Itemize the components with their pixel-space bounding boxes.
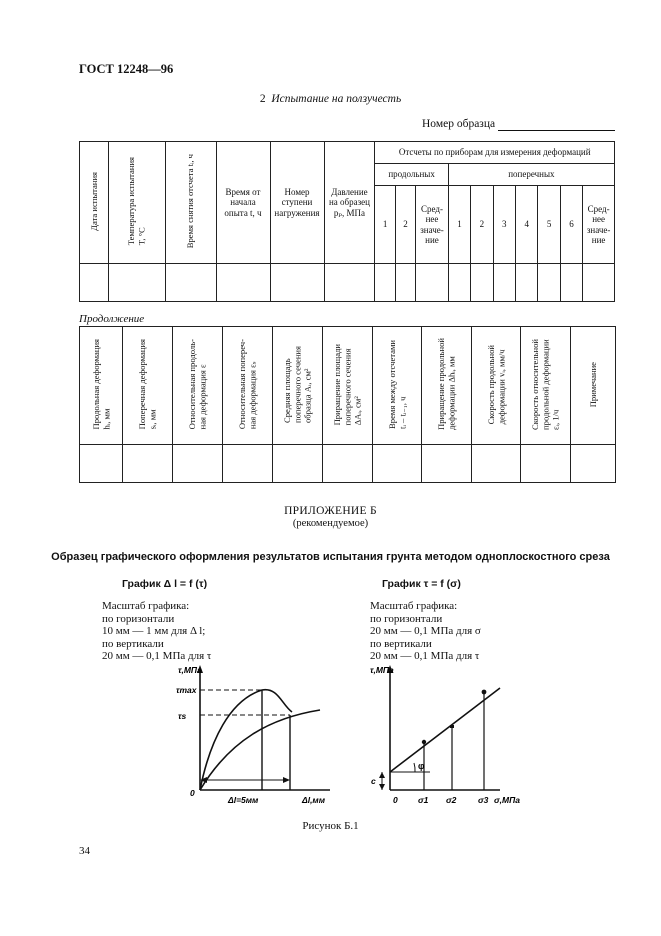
col-date: Дата испытания	[80, 142, 109, 264]
trans-col-5: 5	[538, 186, 560, 264]
origin-label: 0	[190, 788, 195, 798]
appendix-title: ПРИЛОЖЕНИЕ Б	[284, 505, 377, 517]
transverse-header: поперечных	[448, 164, 614, 186]
point-sigma3	[482, 690, 487, 695]
dim-arrow-right-icon	[283, 777, 290, 783]
appendix-heading: Образец графического оформления результатов испытания грунта методом одноплоскостного среза	[51, 551, 610, 563]
appendix-subtitle: (рекомендуемое)	[292, 518, 369, 529]
point-sigma2	[450, 725, 454, 728]
left-graph	[170, 660, 340, 810]
trans-col-2: 2	[471, 186, 493, 264]
point-sigma1	[422, 740, 426, 744]
longitudinal-header: продольных	[375, 164, 448, 186]
creep-test-table-continued	[79, 326, 616, 483]
c-arrow-top-icon	[379, 772, 385, 778]
page-number: 34	[79, 845, 90, 857]
col-pressure: Давление на образец pₚ, МПа	[324, 142, 375, 264]
dl-label: Δl=5мм	[228, 795, 259, 805]
curve-peak	[200, 690, 292, 790]
col-transverse-deformation: Поперечная деформация sᵢ, мм	[123, 327, 173, 445]
sigma1-label: σ1	[418, 795, 429, 805]
figure-caption: Рисунок Б.1	[302, 820, 359, 832]
col-temperature: Температура испытания T, °C	[108, 142, 165, 264]
col-reading-time: Время снятия отсчета tᵢ, ч	[165, 142, 216, 264]
trans-col-4: 4	[516, 186, 538, 264]
c-arrow-bottom-icon	[379, 784, 385, 790]
y-axis-label: τ,МПа	[370, 665, 394, 675]
table-row	[80, 445, 616, 483]
phi-label: φ	[418, 761, 425, 771]
continuation-label: Продолжение	[79, 313, 145, 325]
sigma2-label: σ2	[446, 795, 457, 805]
long-mean: Сред- нее значе- ние	[416, 186, 449, 264]
x-axis-label: σ,МПа	[494, 795, 520, 805]
col-time-from-start: Время от начала опыта t, ч	[216, 142, 270, 264]
table-row	[80, 264, 615, 302]
c-label: c	[371, 776, 376, 786]
right-graph	[360, 660, 540, 810]
col-relative-longitudinal: Относительная продоль- ная деформация ε	[173, 327, 223, 445]
trans-mean: Сред- нее значе- ние	[583, 186, 615, 264]
long-col-2: 2	[395, 186, 415, 264]
section-title: Испытание на ползучесть	[271, 93, 402, 105]
col-time-between-readings: Время между отсчетами tᵢ – tᵢ₋₁, ч	[373, 327, 422, 445]
right-graph-title: График τ = f (σ)	[382, 578, 461, 590]
col-mean-area: Средняя площадь поперечного сечения образца Aᵢ, см²	[273, 327, 323, 445]
trans-col-3: 3	[493, 186, 515, 264]
phi-arc	[414, 763, 415, 772]
col-notes: Примечание	[571, 327, 616, 445]
creep-test-table	[79, 141, 615, 302]
sample-number-field	[498, 130, 615, 131]
readings-group-header: Отсчеты по приборам для измерения деформаций	[375, 142, 615, 164]
left-graph-scale: Масштаб графика: по горизонтали 10 мм — 1 мм для Δ l; по вертикали 20 мм — 0,1 МПа для τ	[102, 600, 212, 662]
origin-label: 0	[393, 795, 398, 805]
right-graph-scale: Масштаб графика: по горизонтали 20 мм — 0,1 МПа для σ по вертикали 20 мм — 0,1 МПа для τ	[370, 600, 481, 662]
tau-max-label: τmax	[176, 685, 197, 695]
curve-plastic	[200, 710, 320, 790]
col-relative-rate: Скорость относительной продольной деформации εᵢ, 1/ч	[521, 327, 571, 445]
y-axis-label: τ,МПа	[178, 665, 202, 675]
sigma3-label: σ3	[478, 795, 489, 805]
tau-s-label: τs	[178, 711, 187, 721]
trans-col-6: 6	[560, 186, 582, 264]
col-longitudinal-deformation: Продольная деформация hᵢ, мм	[80, 327, 123, 445]
trans-col-1: 1	[448, 186, 470, 264]
col-relative-transverse: Относительная попереч- ная деформация εₛ	[223, 327, 273, 445]
document-code: ГОСТ 12248—96	[79, 62, 174, 76]
section-heading	[0, 93, 661, 105]
section-number: 2	[259, 93, 266, 105]
long-col-1: 1	[375, 186, 395, 264]
x-axis-label: Δl,мм	[302, 795, 326, 805]
col-deformation-increment: Приращение продольной деформации Δhᵢ, мм	[422, 327, 472, 445]
col-load-step: Номер ступени нагружения	[270, 142, 324, 264]
sample-number-label: Номер образца	[422, 118, 496, 130]
col-area-increment: Приращение площади поперечного сечения ΔAᵢ, см²	[323, 327, 373, 445]
col-deformation-rate: Скорость продольной деформации vᵢ, мм/ч	[472, 327, 521, 445]
left-graph-title: График Δ l = f (τ)	[122, 578, 208, 590]
